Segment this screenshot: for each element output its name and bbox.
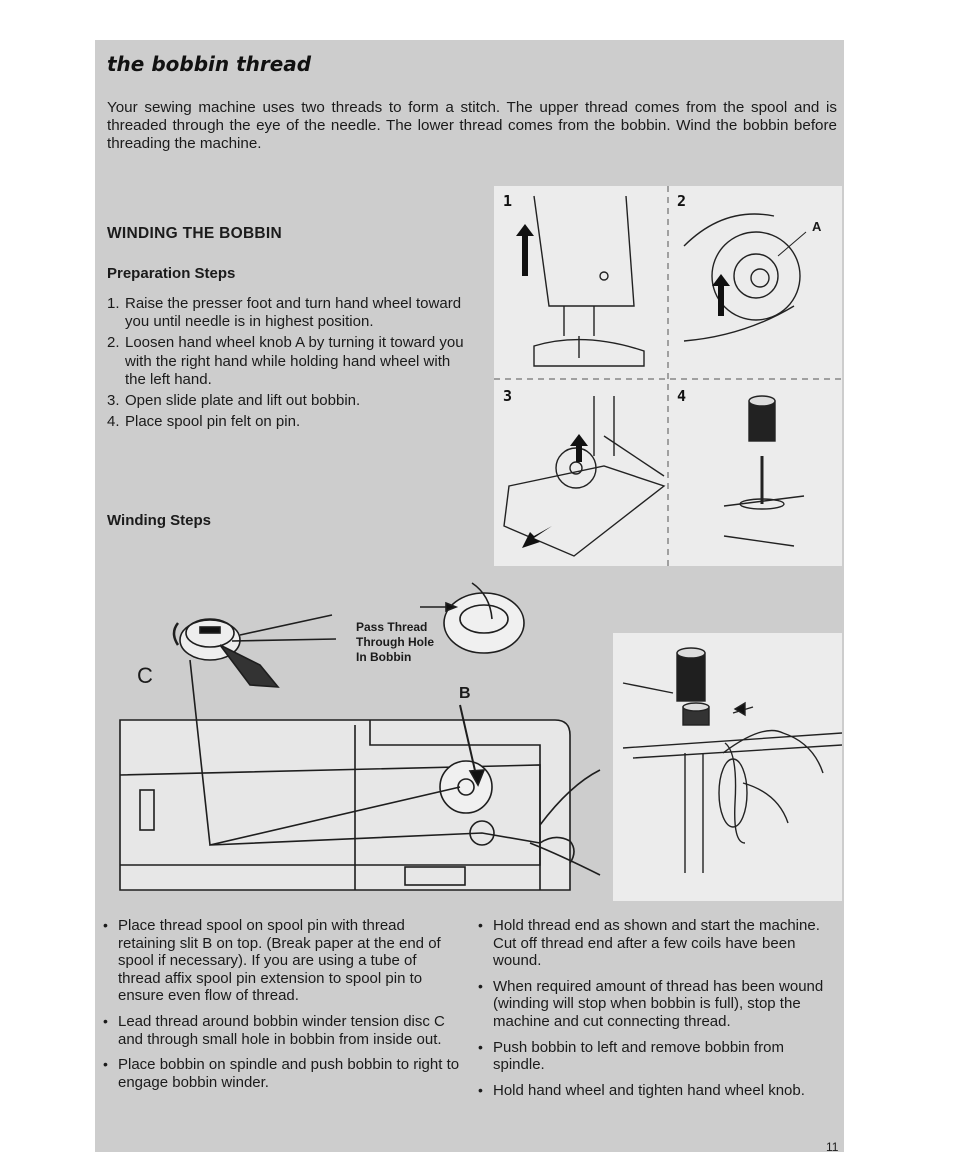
preparation-step	[107, 392, 469, 410]
up-arrow-icon	[516, 224, 534, 276]
step-text: Place spool pin felt on pin.	[125, 413, 301, 431]
intro-paragraph: Your sewing machine uses two threads to form a stitch. The upper thread comes from the spool and is threaded through the eye of the needle. The lower thread comes from the bobbin. Wind the bobbin before threading the machine.	[107, 99, 837, 152]
bullet-icon: •	[103, 917, 108, 933]
list-item	[103, 917, 463, 1005]
step-number: 4.	[107, 413, 120, 431]
figure-number: 3	[503, 387, 513, 405]
list-item-text: Place thread spool on spool pin with thread retaining slit B on top. (Break paper at the end of spool if necessary). If you are using a tube of thread affix spool pin extension to spool pin to ensure even flow of thread.	[118, 917, 441, 1005]
list-item	[478, 1039, 836, 1074]
list-item-text: Lead thread around bobbin winder tension disc C and through small hole in bobbin from inside out.	[118, 1012, 445, 1048]
step-number: 3.	[107, 392, 120, 410]
step-text: Loosen hand wheel knob A by turning it toward you with the right hand while holding hand wheel with the left hand.	[125, 334, 464, 388]
bullet-icon: •	[478, 917, 483, 933]
hand-wheel-winding-illustration	[613, 633, 842, 901]
bullet-icon: •	[103, 1056, 108, 1073]
section-heading: WINDING THE BOBBIN	[107, 225, 283, 242]
list-item	[478, 917, 836, 970]
preparation-step	[107, 295, 469, 331]
figure-number: 2	[677, 192, 687, 210]
label-a: A	[812, 219, 822, 234]
bullet-icon: •	[103, 1012, 108, 1029]
step-number: 1.	[107, 295, 120, 312]
preparation-heading: Preparation Steps	[107, 265, 236, 282]
figure-number: 1	[503, 192, 513, 210]
bullet-icon: •	[478, 1038, 483, 1055]
step-number: 2.	[107, 334, 120, 352]
preparation-illustrations	[494, 186, 842, 566]
preparation-figure-panel	[494, 186, 842, 566]
spool-pin-illustration	[724, 396, 804, 546]
page-number: 11	[826, 1140, 839, 1154]
list-item-text: Hold hand wheel and tighten hand wheel knob.	[493, 1081, 805, 1099]
bullet-icon: •	[478, 977, 483, 994]
preparation-step	[107, 413, 469, 431]
list-item	[478, 1082, 836, 1100]
label-c: C	[137, 663, 153, 688]
winding-steps-left-list	[103, 917, 463, 1099]
list-item-text: Push bobbin to left and remove bobbin from spindle.	[493, 1038, 785, 1074]
list-item-text: Place bobbin on spindle and push bobbin to right to engage bobbin winder.	[118, 1056, 460, 1091]
figure-number: 4	[677, 387, 687, 405]
preparation-steps-list	[107, 295, 469, 434]
slide-plate-illustration	[504, 396, 664, 556]
step-text: Raise the presser foot and turn hand wheel toward you until needle is in highest position.	[125, 295, 462, 331]
list-item	[103, 1013, 463, 1048]
needle-illustration	[534, 196, 644, 366]
page-title: the bobbin thread	[107, 52, 312, 76]
winding-steps-right-list	[478, 917, 836, 1107]
list-item	[103, 1056, 463, 1091]
bullet-icon: •	[478, 1081, 483, 1098]
label-b: B	[459, 685, 471, 702]
hand-wheel-illustration	[684, 214, 800, 341]
pass-thread-callout	[356, 620, 434, 665]
list-item-text: Hold thread end as shown and start the machine. Cut off thread end after a few coils have been wound.	[493, 917, 820, 970]
winding-heading: Winding Steps	[107, 512, 212, 529]
callout-line: Through Hole	[356, 635, 434, 649]
winding-figure-panel	[613, 633, 842, 901]
preparation-step	[107, 334, 469, 389]
step-text: Open slide plate and lift out bobbin.	[125, 392, 361, 410]
list-item-text: When required amount of thread has been wound (winding will stop when bobbin is full), stop the machine and cut connecting thread.	[493, 977, 824, 1030]
callout-line: In Bobbin	[356, 650, 412, 664]
callout-line: Pass Thread	[356, 620, 428, 634]
list-item	[478, 978, 836, 1031]
bobbin-winding-illustration	[100, 575, 610, 905]
